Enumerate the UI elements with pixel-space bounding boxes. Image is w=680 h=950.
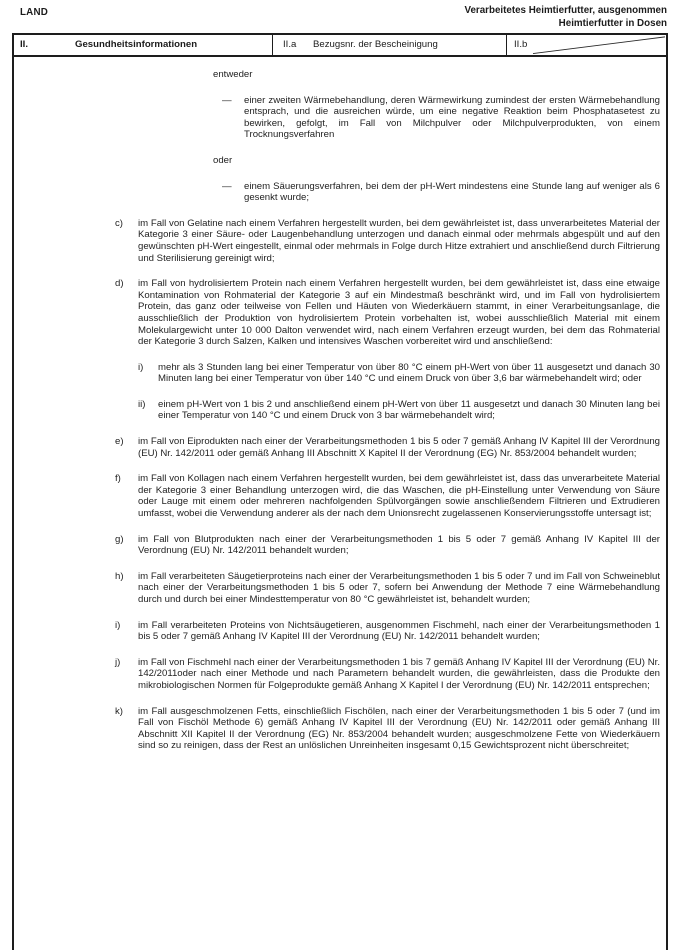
clause-d-ii [14,399,660,422]
clause-label: e) [115,436,124,448]
clause-text: einem pH-Wert von 1 bis 2 und anschließend einem pH-Wert von über 11 ausgesetzt und danach 30 Minuten lang bei einer Temperatur von 140 °C und einem Druck von 3 bar wärmebehandelt wird; [158,398,660,422]
certificate-table [12,33,668,950]
field-iia-label: Bezugsnr. der Bescheinigung [313,39,438,50]
table-header-row [14,35,666,57]
clause-label: h) [115,570,124,582]
document-title-line1: Verarbeitetes Heimtierfutter, ausgenommen [464,5,667,16]
dash-bullet: — [222,180,232,192]
clause-text: im Fall von Blutprodukten nach einer der Verarbeitungsmethoden 1 bis 5 oder 7 gemäß Anhang IV Kapitel III der Verordnung (EU) Nr. 142/2011 behandelt wurden; [138,533,660,557]
country-label: LAND [20,7,49,18]
clause-text: im Fall verarbeiteten Säugetierproteins nach einer der Verarbeitungsmethoden 1 bis 5 oder 7 und im Fall von Schweineblut nach einer der Verarbeitungsmethoden 1 bis 5 oder 7, sofern bei Anwendung der Methode 7 eine Wärmebehandlung durch und durch bei einer Mindesttemperatur von 80 °C gewährleistet ist, behandelt wurden; [138,570,660,605]
clause-text: im Fall von Eiprodukten nach einer der Verarbeitungsmethoden 1 bis 5 oder 7 gemäß Anhang IV Kapitel III der Verordnung (EU) Nr. 142/2011 oder gemäß Anhang III Abschnitt X Kapitel II der Verordnung (EG) Nr. 853/2004 behandelt wurden; [138,436,660,459]
clause-label: d) [115,278,124,290]
section-number: II. [20,39,28,50]
clause-d [14,278,660,348]
clause-oder [14,155,660,167]
clause-c [14,218,660,264]
clause-i [14,620,660,643]
clause-label: c) [115,217,123,229]
document-title-line2: Heimtierfutter in Dosen [558,17,667,29]
field-iib-number: II.b [514,39,528,50]
clause-d-i [14,362,660,385]
clause-text: einem Säuerungsverfahren, bei dem der pH-Wert mindestens eine Stunde lang auf weniger als 6 gesenkt wurde; [244,180,660,204]
clause-label: k) [115,705,123,717]
clause-label: i) [115,619,121,631]
clause-text: im Fall verarbeiteten Proteins von Nichtsäugetieren, ausgenommen Fischmehl, nach einer der Verarbeitungsmethoden 1 bis 5 oder 7 gemäß Anhang IV Kapitel III der Verordnung (EU) Nr. 142/2011 behandelt wurden; [138,619,660,643]
clause-text: im Fall ausgeschmolzenen Fetts, einschließlich Fischölen, nach einer der Verarbeitungsmethoden 1 bis 5 oder 7 (und im Fall von Fischöl Methode 6) gemäß Anhang IV Kapitel III der Verordnung (EU) Nr. 142/2011 oder gemäß Anhang III Abschnitt XII Kapitel II der Verordnung (EG) Nr. 853/2004 behandelt wurden; ausgeschmolzene Fette von Wiederkäuern sind so zu reinigen, dass der Rest an unlöslichen Unreinheiten insgesamt 0,15 Gewichtsprozent nicht überschreitet; [138,705,660,752]
connector-text: oder [213,154,233,166]
clause-text: im Fall von Gelatine nach einem Verfahren hergestellt wurden, bei dem gewährleistet ist, dass unverarbeitetes Material der Kategorie 3 einer Säure- oder Laugenbehandlung unterzogen und danach einmal oder mehrmals abgespült und auf den gewünschten pH-Wert eingestellt, einmal oder mehrmals in Folge durch Hitze extrahiert und anschließend durch Filtrierung und Sterilisierung gereinigt wird; [138,217,660,264]
header-cell-reference-number [273,35,507,55]
clause-j [14,657,660,692]
dash-bullet: — [222,94,232,106]
clause-label: j) [115,656,121,668]
table-body-cell [14,57,666,950]
field-iia-number: II.a [283,39,297,50]
clause-label: g) [115,533,124,545]
diagonal-strike-line [507,35,666,55]
clause-h [14,571,660,606]
clause-text: einer zweiten Wärmebehandlung, deren Wärmewirkung zumindest der ersten Wärmebehandlung entsprach, und die ausreichen würde, um eine negative Reaktion beim Phosphatasetest zu bewirken, gefolgt, im Fall von Milchpulver oder Milchpulverprodukten, von einem Trocknungsverfahren [244,94,660,141]
page-header [12,5,667,33]
clause-dash-1 [14,95,660,141]
header-cell-health-information [14,35,273,55]
clause-text: im Fall von Kollagen nach einem Verfahren hergestellt wurden, bei dem gewährleistet ist, dass das unverarbeitete Material der Kategorie 3 einer Behandlung unterzogen wird, die das Waschen, die pH-Einstellung unter Verwendung von Säure oder Lauge mit einem oder mehreren nachfolgenden Spülvorgängen sowie anschließendem Filtrieren und Extrudieren umfasst, wobei die Verwendung anderer als der nach dem Unionsrecht zugelassenen Konservierungsstoffe untersagt ist; [138,473,660,520]
clause-label: i) [138,361,144,373]
clause-text: im Fall von Fischmehl nach einer der Verarbeitungsmethoden 1 bis 7 gemäß Anhang IV Kapitel III der Verordnung (EU) Nr. 142/2011oder nach einer Methode und nach Parametern behandelt wurden, die gewährleisten, dass die Produkte den mikrobiologischen Normen für Folgeprodukte gemäß Anhang X Kapitel I der Verordnung (EU) Nr. 142/2011 entsprechen; [138,656,660,691]
clause-entweder [14,69,660,81]
connector-text: entweder [213,69,253,80]
clause-f [14,473,660,519]
document-title [464,5,667,30]
clause-label: ii) [138,398,146,410]
section-title: Gesundheitsinformationen [75,39,198,50]
clause-g [14,534,660,557]
header-cell-iib [507,35,666,55]
clause-dash-2 [14,181,660,204]
clause-text: im Fall von hydrolisiertem Protein nach einem Verfahren hergestellt wurden, bei dem gewährleistet ist, dass eine etwaige Kontamination von Rohmaterial der Kategorie 3 auf ein Mindestmaß beschränkt wird, und im Fall von hydrolisiertem Protein, das ganz oder teilweise von Fellen und Häuten von Wiederkäuern stammt, in einer Verarbeitungsanlage, die ausschließlich der Produktion von hydrolisiertem Protein vorbehalten ist, wobei ausschließlich Material mit einem Molekulargewicht unter 10 000 Dalton verwendet wird, nach einem Verfahren erzeugt wurden, bei dem das Rohmaterial der Kategorie 3 durch Salzen, Kalken und intensives Waschen vorbereitet wird und anschließend: [138,278,660,348]
clause-e [14,436,660,459]
clause-text: mehr als 3 Stunden lang bei einer Temperatur von über 80 °C einem pH-Wert von über 11 ausgesetzt und danach 30 Minuten lang bei einer Temperatur von über 140 °C und einem Druck von über 3,6 bar wärmebehandelt wird; oder [158,361,660,385]
clause-label: f) [115,473,121,485]
clause-k [14,706,660,752]
